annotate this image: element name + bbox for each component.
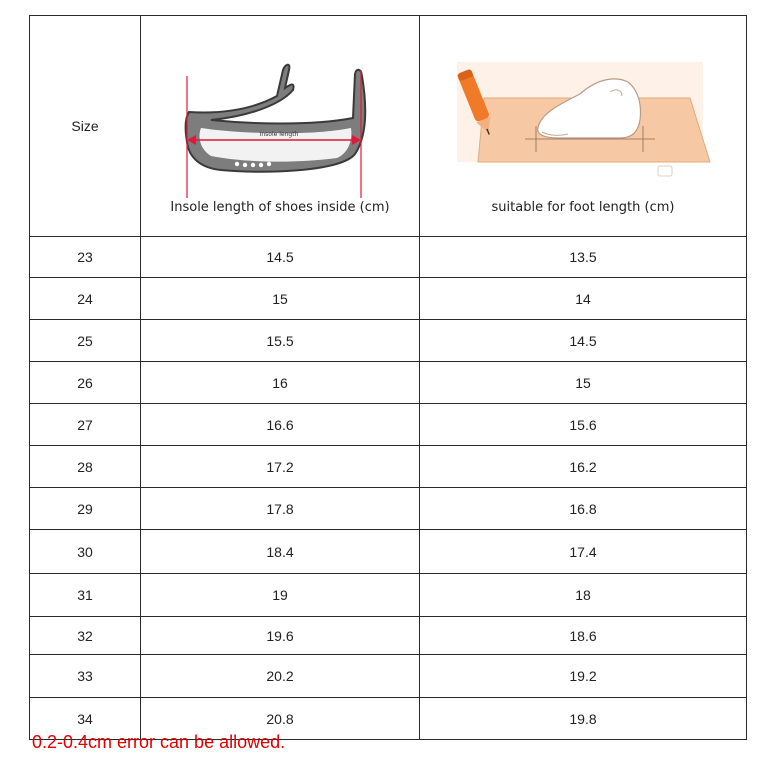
foot-length-cell: 13.5 (420, 237, 747, 278)
foot-length-cell: 16.2 (420, 446, 747, 488)
foot-length-cell: 18 (420, 574, 747, 617)
foot-length-cell: 17.4 (420, 530, 747, 574)
size-cell: 26 (30, 362, 141, 404)
size-chart-table (29, 15, 747, 740)
foot-header-cell (420, 16, 747, 237)
foot-length-cell: 15 (420, 362, 747, 404)
table-row (30, 446, 747, 488)
insole-header-cell (141, 16, 420, 237)
table-row (30, 237, 747, 278)
foot-measure-illustration-icon (420, 46, 746, 206)
insole-header: Insole length of shoes inside (cm) (170, 200, 390, 215)
size-cell: 33 (30, 655, 141, 698)
size-cell: 28 (30, 446, 141, 488)
insole-length-cell: 15.5 (141, 320, 420, 362)
table-row (30, 488, 747, 530)
table-row (30, 530, 747, 574)
insole-length-cell: 14.5 (141, 237, 420, 278)
size-cell: 25 (30, 320, 141, 362)
size-header: Size (71, 118, 99, 134)
table-row (30, 574, 747, 617)
foot-length-cell: 14.5 (420, 320, 747, 362)
size-cell: 34 (30, 698, 141, 740)
foot-length-cell: 19.2 (420, 655, 747, 698)
insole-length-cell: 19.6 (141, 617, 420, 655)
shoe-insole-diagram-icon (141, 46, 419, 206)
foot-length-cell: 15.6 (420, 404, 747, 446)
error-tolerance-note: 0.2-0.4cm error can be allowed. (32, 732, 286, 752)
size-cell: 29 (30, 488, 141, 530)
foot-length-cell: 19.8 (420, 698, 747, 740)
foot-length-cell: 14 (420, 278, 747, 320)
insole-diagram-label: Insole length (259, 131, 299, 138)
table-row (30, 278, 747, 320)
size-cell: 32 (30, 617, 141, 655)
insole-length-cell: 20.2 (141, 655, 420, 698)
table-row (30, 362, 747, 404)
table-row (30, 320, 747, 362)
insole-length-cell: 17.8 (141, 488, 420, 530)
header-row (30, 16, 747, 237)
insole-length-cell: 16.6 (141, 404, 420, 446)
size-cell: 30 (30, 530, 141, 574)
foot-length-cell: 18.6 (420, 617, 747, 655)
table-row (30, 617, 747, 655)
size-chart-body (30, 16, 747, 740)
insole-length-cell: 16 (141, 362, 420, 404)
foot-header: suitable for foot length (cm) (491, 200, 675, 215)
insole-length-cell: 18.4 (141, 530, 420, 574)
insole-length-cell: 17.2 (141, 446, 420, 488)
size-cell: 24 (30, 278, 141, 320)
size-cell: 31 (30, 574, 141, 617)
insole-length-cell: 19 (141, 574, 420, 617)
insole-length-cell: 20.8 (141, 698, 420, 740)
table-row (30, 655, 747, 698)
size-cell: 27 (30, 404, 141, 446)
foot-length-cell: 16.8 (420, 488, 747, 530)
size-cell: 23 (30, 237, 141, 278)
insole-length-cell: 15 (141, 278, 420, 320)
size-header-cell (30, 16, 141, 237)
table-row (30, 404, 747, 446)
